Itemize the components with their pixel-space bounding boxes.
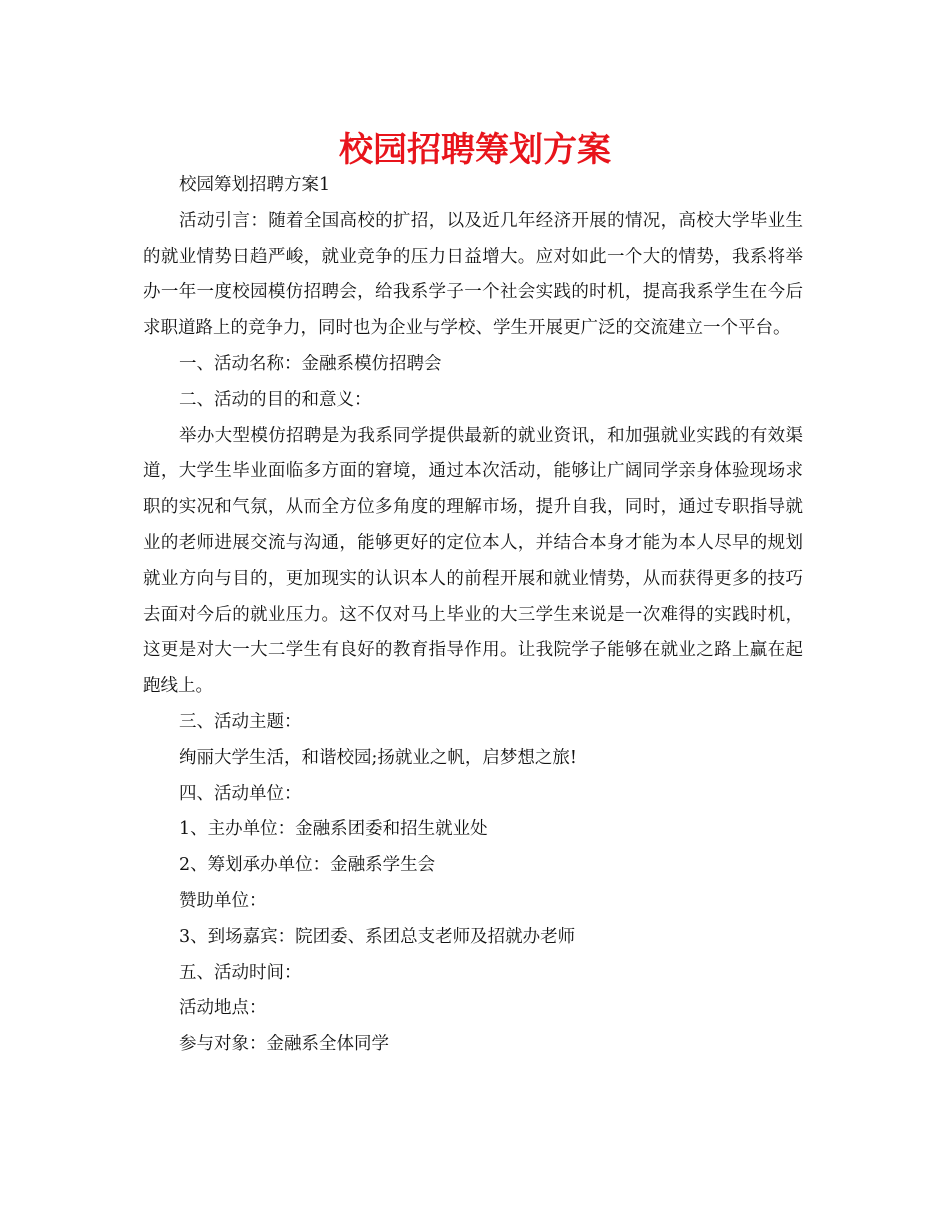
section-heading-name: 一、活动名称：金融系模仿招聘会 <box>179 353 442 374</box>
purpose-paragraph: 举办大型模仿招聘是为我系同学提供最新的就业资讯，和加强就业实践的有效渠道，大学生毕业面临多方面的窘境，通过本次活动，能够让广阔同学亲身体验现场求职的实况和气氛，从而全方位多角度的理解市场，提升自我，同时，通过专职指导就业的老师进展交流与沟通，能够更好的定位本人，并结合本身才能为本人尽早的规划就业方向与目的，更加现实的认识本人的前程开展和就业情势，从而获得更多的技巧去面对今后的就业压力。这不仅对马上毕业的大三学生来说是一次难得的实践时机，这更是对大一大二学生有良好的教育指导作用。让我院学子能够在就业之路上赢在起跑线上。 <box>143 425 803 697</box>
section-heading-units: 四、活动单位： <box>179 783 302 804</box>
section-heading-time: 五、活动时间： <box>179 962 302 983</box>
intro-paragraph: 活动引言：随着全国高校的扩招，以及近几年经济开展的情况，高校大学毕业生的就业情势日趋严峻，就业竞争的压力日益增大。应对如此一个大的情势，我系将举办一年一度校园模仿招聘会，给我系学子一个社会实践的时机，提高我系学生在今后求职道路上的竞争力，同时也为企业与学校、学生开展更广泛的交流建立一个平台。 <box>143 210 803 339</box>
document-title: 校园招聘筹划方案 <box>339 130 611 170</box>
location-line: 活动地点： <box>179 998 267 1019</box>
section-heading-theme: 三、活动主题： <box>179 711 302 732</box>
subtitle-line: 校园筹划招聘方案1 <box>179 175 331 195</box>
theme-line: 绚丽大学生活，和谐校园;扬就业之帆，启梦想之旅! <box>179 747 577 768</box>
planner-line: 2、筹划承办单位：金融系学生会 <box>179 855 436 876</box>
participants-line: 参与对象：金融系全体同学 <box>179 1034 389 1055</box>
organizer-line: 1、主办单位：金融系团委和招生就业处 <box>179 819 488 840</box>
document-body <box>143 168 803 1063</box>
sponsor-line: 赞助单位： <box>179 890 267 911</box>
guests-line: 3、到场嘉宾：院团委、系团总支老师及招就办老师 <box>179 926 576 947</box>
section-heading-purpose: 二、活动的目的和意义： <box>179 389 372 410</box>
